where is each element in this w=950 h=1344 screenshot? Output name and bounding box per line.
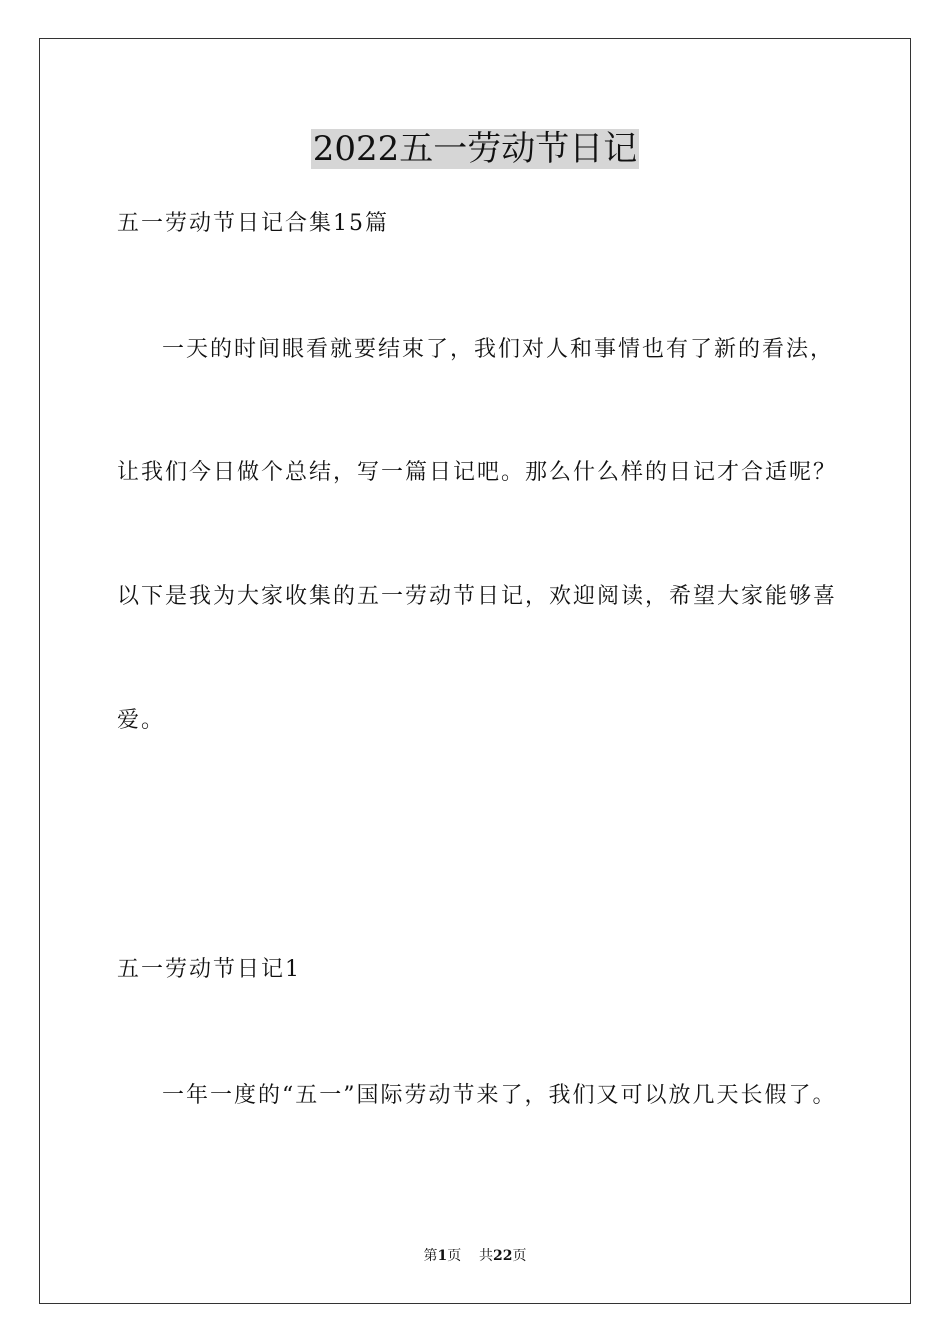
- section-first-line: 一年一度的“五一”国际劳动节来了，我们又可以放几天长假了。: [162, 1083, 837, 1108]
- footer-page-prefix: 第: [423, 1248, 438, 1264]
- document-title-text: 2022五一劳动节日记: [312, 129, 638, 169]
- section-heading: 五一劳动节日记1: [117, 957, 301, 982]
- document-subtitle: 五一劳动节日记合集15篇: [117, 211, 389, 236]
- page-footer: [0, 1246, 950, 1266]
- document-title: [0, 124, 950, 174]
- footer-total-prefix: 共: [479, 1248, 494, 1264]
- footer-page-number: 1: [437, 1248, 448, 1264]
- intro-line-4: 爱。: [117, 708, 166, 733]
- footer-total-suffix: 页: [512, 1248, 527, 1264]
- footer-page-suffix: 页: [447, 1248, 462, 1264]
- intro-line-3: 以下是我为大家收集的五一劳动节日记，欢迎阅读，希望大家能够喜: [117, 584, 838, 609]
- footer-total-pages: 22: [493, 1248, 513, 1264]
- intro-line-2: 让我们今日做个总结，写一篇日记吧。那么什么样的日记才合适呢？: [117, 460, 838, 485]
- intro-line-1: 一天的时间眼看就要结束了，我们对人和事情也有了新的看法，: [162, 337, 835, 362]
